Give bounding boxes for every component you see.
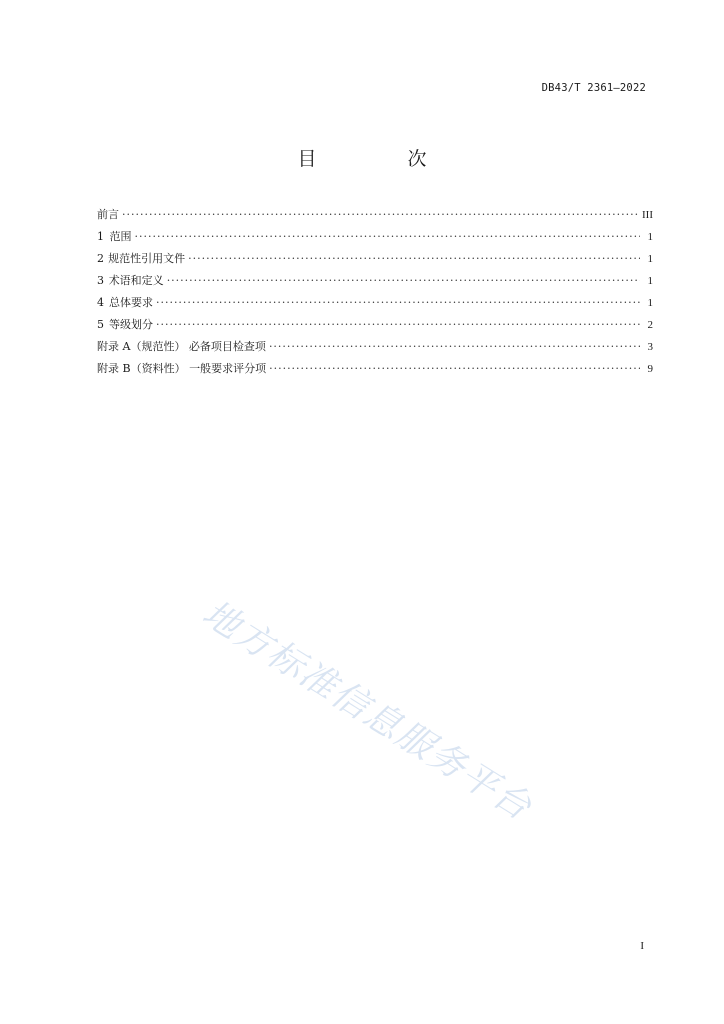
toc-entry-page: III — [642, 209, 653, 221]
toc-entry-normative-references[interactable] — [97, 248, 653, 270]
toc-entry-page: 1 — [647, 297, 653, 309]
toc-entry-appendix-a[interactable] — [97, 336, 653, 358]
toc-title: 目 次 — [297, 148, 463, 170]
toc-entry-page: 9 — [647, 363, 653, 375]
toc-leader-dots — [156, 314, 640, 336]
toc-entry-page: 1 — [647, 275, 653, 287]
toc-entry-general-requirements[interactable] — [97, 292, 653, 314]
toc-entry-page: 1 — [647, 231, 653, 243]
toc-entry-number: 5 — [97, 318, 104, 331]
toc-entry-label: 规范性引用文件 — [108, 252, 186, 265]
toc-entry-number: 3 — [97, 274, 104, 287]
toc-entry-label: 前言 — [97, 208, 119, 221]
watermark-text: 地方标准信息服务平台 — [195, 600, 540, 830]
toc-entry-number: 4 — [97, 296, 104, 309]
table-of-contents — [97, 204, 653, 380]
page-number: I — [640, 940, 644, 952]
watermark — [190, 600, 610, 840]
toc-entry-page: 3 — [647, 341, 653, 353]
toc-leader-dots — [134, 226, 640, 248]
toc-entry-label: 附录 B（资料性） 一般要求评分项 — [97, 362, 267, 375]
toc-entry-foreword[interactable] — [97, 204, 653, 226]
toc-entry-label: 范围 — [109, 230, 132, 243]
toc-leader-dots — [269, 336, 640, 358]
toc-entry-label: 附录 A（规范性） 必备项目检查项 — [97, 340, 266, 353]
toc-leader-dots — [167, 270, 640, 292]
toc-entry-terms-definitions[interactable] — [97, 270, 653, 292]
toc-entry-label: 总体要求 — [108, 296, 153, 309]
toc-entry-appendix-b[interactable] — [97, 358, 653, 380]
toc-leader-dots — [188, 248, 640, 270]
toc-entry-label: 等级划分 — [108, 318, 153, 331]
toc-entry-number: 2 — [97, 252, 104, 265]
toc-leader-dots — [156, 292, 640, 314]
toc-entry-page: 1 — [647, 253, 653, 265]
toc-entry-page: 2 — [647, 319, 653, 331]
toc-leader-dots — [269, 358, 640, 380]
toc-leader-dots — [122, 204, 639, 226]
document-code: DB43/T 2361—2022 — [541, 82, 646, 94]
toc-entry-scope[interactable] — [97, 226, 653, 248]
toc-entry-label: 术语和定义 — [108, 274, 164, 287]
toc-entry-grade-classification[interactable] — [97, 314, 653, 336]
toc-entry-number: 1 — [97, 230, 104, 243]
